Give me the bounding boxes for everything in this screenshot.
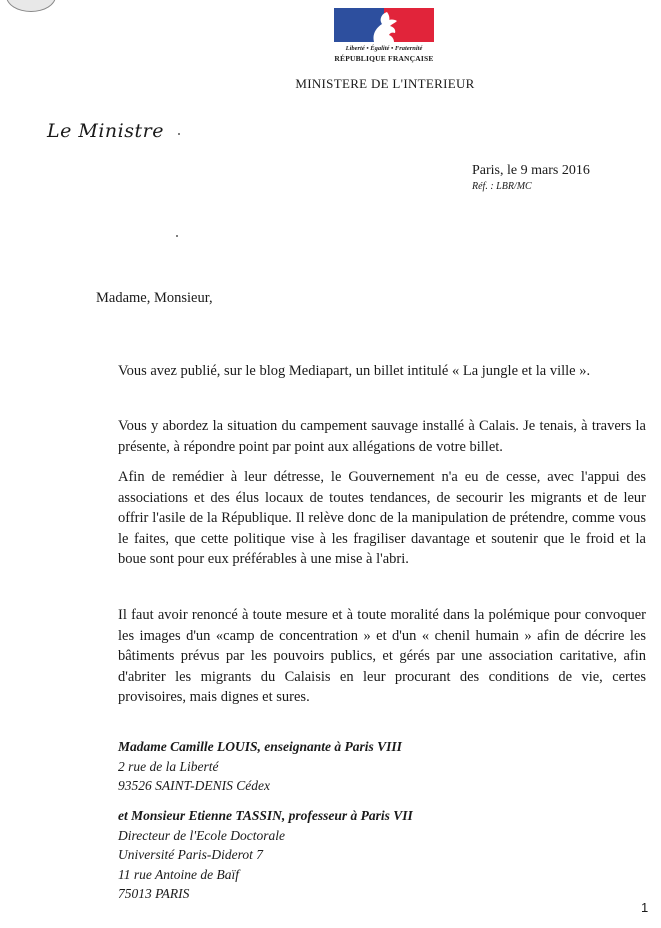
address-line: 75013 PARIS [118, 886, 190, 901]
recipient-address [118, 737, 402, 796]
address-line: Université Paris-Diderot 7 [118, 847, 263, 862]
sender-title: Le Ministre [47, 120, 164, 142]
paragraph: Afin de remédier à leur détresse, le Gouvernement n'a eu de cesse, avec l'appui des associations et des élus locaux de toutes tendances, de secourir les migrants et de leur offrir l'asile de la République. Il relève donc de la manipulation de prétendre, comme vous le faites, que cette politique vise à les fragiliser davantage et soutenir que le froid et la boue sont pour eux préférables à une mise à l'abri. [118, 469, 646, 567]
recipient-name: et Monsieur Etienne TASSIN, professeur à Paris VII [118, 808, 413, 823]
paragraph: Il faut avoir renoncé à toute mesure et à toute moralité dans la polémique pour convoquer les images d'un «camp de concentration » et d'un « chenil humain » afin de décrire les bâtiments prévus par les pouvoirs publics, et gérés par une association caritative, afin d'abriter les migrants du Calaisis en leur procurant des conditions de vie, certes provisoires, mais dignes et sures. [118, 607, 646, 705]
address-line: 11 rue Antoine de Baïf [118, 866, 239, 882]
letter-date: Paris, le 9 mars 2016 [472, 163, 590, 178]
paragraph: Vous y abordez la situation du campement sauvage installé à Calais. Je tenais, à travers la présente, à répondre point par point aux allégations de votre billet. [118, 418, 646, 455]
scan-speck [178, 133, 180, 135]
address-line: 2 rue de la Liberté [118, 758, 219, 774]
recipient-name: Madame Camille LOUIS, enseignante à Paris VIII [118, 739, 402, 754]
scan-speck [176, 235, 178, 237]
address-line: Directeur de l'Ecole Doctorale [118, 827, 285, 843]
scan-corner-mark [6, 0, 56, 12]
republic-name: RÉPUBLIQUE FRANÇAISE [334, 54, 434, 63]
address-line: 93526 SAINT-DENIS Cédex [118, 778, 270, 793]
recipient-address [118, 806, 413, 904]
ministry-name: MINISTERE DE L'INTERIEUR [295, 76, 475, 91]
letter-reference: Réf. : LBR/MC [472, 181, 532, 192]
republic-motto: Liberté • Égalité • Fraternité [345, 45, 423, 52]
paragraph: Vous avez publié, sur le blog Mediapart, un billet intitulé « La jungle et la ville ». [118, 363, 591, 379]
page-number: 1 [641, 900, 649, 915]
marianne-logo [334, 8, 434, 42]
salutation: Madame, Monsieur, [96, 290, 213, 306]
